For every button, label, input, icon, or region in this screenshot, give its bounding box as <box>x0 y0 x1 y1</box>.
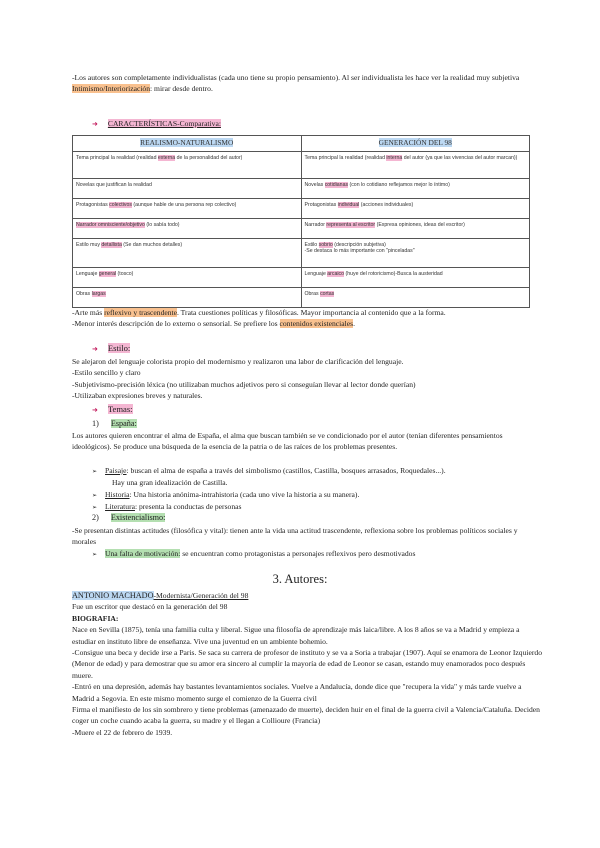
estilo-paragraph: Se alejaron del lenguaje colorista propio del modernismo y realizaron una labor de clarificación del lenguaje. -Estilo sencillo y claro -Subjetivismo-precisión léxica (no utilizaban muchos adjetivos pero si conseguían llevar al lector donde querían) -Utilizaban expresiones breves y naturales. <box>72 357 416 401</box>
autores-section: ANTONIO MACHADO-Modernista/Generación del 98 Fue un escritor que destacó en la generación del 98 BIOGRAFIA: Nace en Sevilla (1875), tenía una familia culta y liberal. Sigue una filosofía de aprendizaje más laica/libre. A los 8 años se va a Madrid y empieza a estudiar en instituto libre de enseñanza. Vive una juventud en un ambiente bohemio. -Consigue una beca y decide irse a Paris. Se saca su carrera de profesor de instituto y se va a Soria a trabajar (1907). Aquí se enamora de Leonor Izquierdo (Menor de edad) y para demostrar que su amor era sincero al cumplir la mayoría de edad de Leonor se casan, estando muy enamorados poco después muere. -Entró en una depresión, además hay bastantes levantamientos sociales. Vuelve a Andalucía, donde dice que "recupera la vida" y más tarde vuelve a Madrid a Segovia. En este mismo momento surge el comienzo de la Guerra civil Firma el manifiesto de los sin sombrero y tiene problemas (amenazado de muerte), deciden huir en el final de la guerra civil a Valencia/Cataluña. Deciden coger un coche cuando acaba la guerra, su madre y el llegan a Collioure (Francia) -Muere el 22 de febrero de 1939. <box>72 591 543 737</box>
table-cell: Protagonistas colectivos (aunque hable de una persona rep colectivo) <box>73 199 302 219</box>
table-cell: Novelas que justifican la realidad <box>73 179 302 199</box>
table-cell: Protagonistas individual (acciones individuales) <box>301 199 530 219</box>
bullet-icon: ➢ <box>92 491 98 499</box>
table-row <box>73 179 530 199</box>
arrow-icon: ➜ <box>92 120 98 128</box>
caracteristicas-heading <box>92 118 562 130</box>
estilo-heading: ➜ Estilo: <box>92 343 131 353</box>
existencialismo-heading: 2) Existencialismo: <box>92 513 166 522</box>
existencialismo-paragraph: -Se presentan distintas actitudes (filosófica y vital): tienen ante la vida una actitud trascendente, reflexiona sobre los problemas políticos sociales y morales <box>72 526 518 547</box>
header-col-generacion: GENERACIÓN DEL 98 <box>301 136 530 152</box>
table-cell: Lenguaje arcaico (huye del rotoricismo)-Busca la austeridad <box>301 268 530 288</box>
motivacion-bullet: ➢ Una falta de motivación: se encuentran como protagonistas a personajes reflexivos pero desmotivados <box>92 549 416 558</box>
intro-paragraph <box>72 72 542 95</box>
machado-highlight: ANTONIO MACHADO <box>72 591 154 600</box>
header-col-realismo: REALISMO-NATURALISMO <box>73 136 302 152</box>
table-cell: Estilo sobrio (descripción subjetiva) -Se destaca lo más importante con "pinceladas" <box>301 239 530 268</box>
intro-line: -Los autores son completamente individualistas (cada uno tiene su propio pensamiento). Al ser individualista les hace ver la realidad muy subjetiva <box>72 73 520 82</box>
intimismo-highlight: Intimismo/Interiorización <box>72 84 151 94</box>
table-cell: Narrador omnisciente/objetivo (lo sabía todo) <box>73 219 302 239</box>
table-cell: Estilo muy detallista (Se dan muchos detalles) <box>73 239 302 268</box>
autores-heading: 3. Autores: <box>272 572 328 586</box>
table-row <box>73 152 530 179</box>
espana-paragraph: Los autores quieren encontrar el alma de España, el alma que buscan también se ve condicionado por el autor (tenían diferentes pensamientos ideológicos). Se produce una búsqueda de la esencia de la patria o de las raíces de los problemas presentes. <box>72 431 503 452</box>
comparison-table <box>72 135 530 308</box>
existenciales-highlight: contenidos existenciales <box>279 319 354 329</box>
temas-heading: ➜ Temas: <box>92 404 133 414</box>
arrow-icon: ➜ <box>92 406 98 414</box>
table-cell: Tema principal la realidad (realidad externa de la personalidad del autor) <box>73 152 302 179</box>
table-row <box>73 199 530 219</box>
biografia-label: BIOGRAFIA: <box>72 613 119 623</box>
intimismo-text: : mirar desde dentro. <box>150 84 213 94</box>
table-cell: Narrador representa al escritor (Expresa opiniones, ideas del escritor) <box>301 219 530 239</box>
table-header <box>73 136 530 152</box>
table-row <box>73 288 530 308</box>
arte-paragraph: -Arte más reflexivo y trascendente. Trata cuestiones políticas y filosóficas. Mayor importancia al contenido que a la forma. -Menor interés descripción de lo externo o sensorial. Se prefiere los contenidos existenciales. <box>72 308 446 329</box>
arrow-icon: ➜ <box>92 345 98 353</box>
caracteristicas-title: CARACTERÍSTICAS-Comparativa: <box>107 119 221 128</box>
temas-bullets: ➢ Paisaje: buscan el alma de españa a través del simbolismo (castillos, Castilla, bosques arrasados, Roquedales...). Hay una gran idealización de Castilla. ➢ Historia: Una historia anónima-intrahistoria (cada uno vive la historia a su manera). ➢ Literatura: presenta la conductas de personas <box>92 466 446 512</box>
table-cell: Obras largas <box>73 288 302 308</box>
table-row <box>73 268 530 288</box>
table-row <box>73 239 530 268</box>
table-cell: Novelas cotidianas (con lo cotidiano reflejamos mejor lo íntimo) <box>301 179 530 199</box>
bullet-icon: ➢ <box>92 468 98 475</box>
reflexivo-highlight: reflexivo y trascendente <box>104 308 178 317</box>
bullet-icon: ➢ <box>92 504 98 512</box>
table-cell: Obras cortas <box>301 288 530 308</box>
table-cell: Lenguaje general (tosco) <box>73 268 302 288</box>
table-row <box>73 219 530 239</box>
espana-heading: 1) España: <box>92 419 137 428</box>
bullet-icon: ➢ <box>92 551 98 558</box>
table-cell: Tema principal la realidad (realidad interna del autor (ya que las vivencias del autor marcan)) <box>301 152 530 179</box>
